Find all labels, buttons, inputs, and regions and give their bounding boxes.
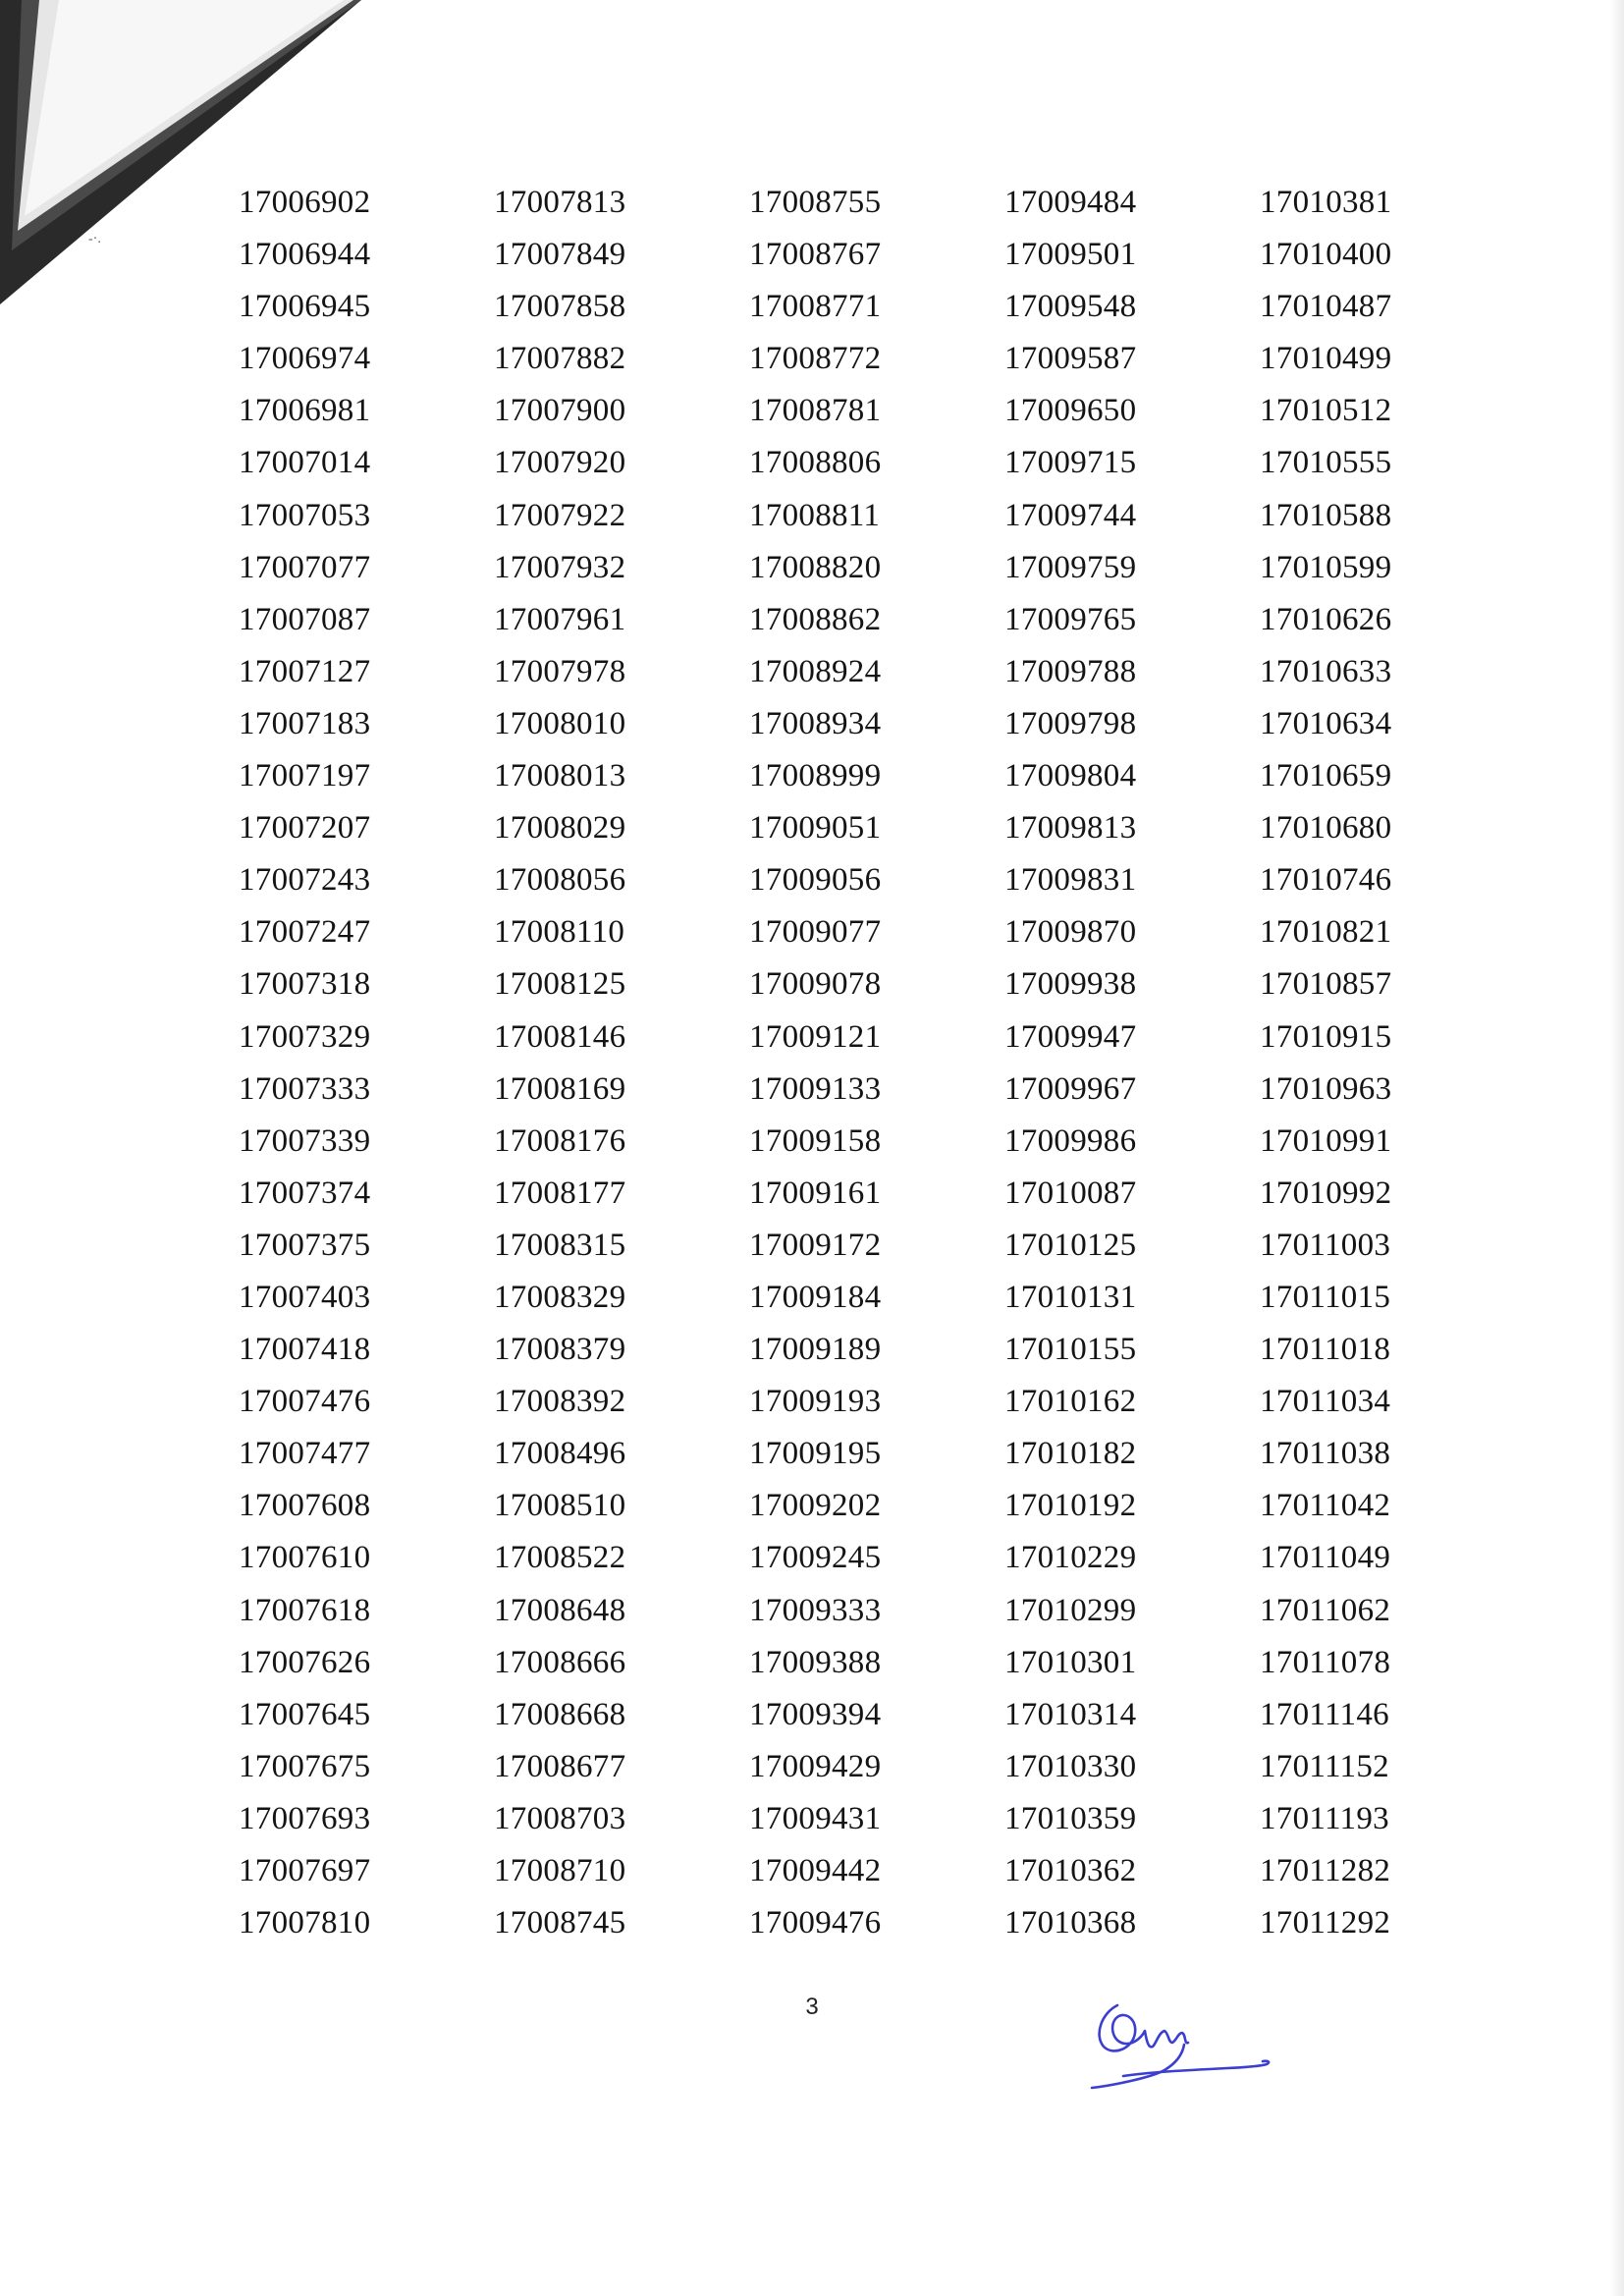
roll-number: 17009650 <box>1004 393 1137 429</box>
roll-number: 17009744 <box>1004 497 1137 533</box>
roll-number: 17010155 <box>1004 1332 1137 1368</box>
roll-number-grid <box>212 177 1459 1949</box>
roll-number: 17008703 <box>494 1800 626 1836</box>
roll-number: 17006944 <box>239 237 371 273</box>
roll-number: 17008811 <box>749 497 881 533</box>
roll-number: 17009078 <box>749 966 882 1003</box>
roll-number: 17009986 <box>1004 1122 1137 1159</box>
roll-number: 17009161 <box>749 1175 882 1211</box>
page-edge-shadow <box>1610 0 1624 2296</box>
roll-number: 17010162 <box>1004 1384 1137 1420</box>
roll-number: 17009051 <box>749 810 882 847</box>
roll-number: 17008666 <box>494 1644 626 1680</box>
roll-number: 17007053 <box>239 497 371 533</box>
roll-number: 17009870 <box>1004 914 1137 951</box>
roll-number: 17007900 <box>494 393 626 429</box>
roll-number: 17010634 <box>1260 705 1392 741</box>
roll-number: 17006981 <box>239 393 371 429</box>
roll-number: 17007207 <box>239 810 371 847</box>
handwritten-signature <box>1080 1984 1276 2092</box>
roll-number: 17009172 <box>749 1227 882 1263</box>
roll-number: 17010229 <box>1004 1540 1137 1576</box>
roll-number: 17009121 <box>749 1018 882 1055</box>
roll-number: 17010359 <box>1004 1800 1137 1836</box>
roll-number: 17007339 <box>239 1122 371 1159</box>
roll-number: 17011049 <box>1260 1540 1391 1576</box>
roll-number: 17010487 <box>1260 289 1392 325</box>
roll-number: 17007697 <box>239 1853 371 1888</box>
roll-number: 17011146 <box>1260 1696 1389 1732</box>
roll-number: 17008029 <box>494 810 626 847</box>
roll-number: 17007403 <box>239 1279 371 1315</box>
roll-number: 17011034 <box>1260 1384 1391 1420</box>
roll-number: 17010626 <box>1260 601 1392 637</box>
roll-number: 17011193 <box>1260 1800 1389 1836</box>
roll-number: 17010182 <box>1004 1436 1137 1472</box>
roll-number: 17007882 <box>494 341 626 377</box>
roll-number: 17008522 <box>494 1540 626 1576</box>
roll-number: 17008710 <box>494 1853 626 1888</box>
roll-number: 17009938 <box>1004 966 1137 1003</box>
roll-number: 17007418 <box>239 1332 371 1368</box>
roll-number: 17008315 <box>494 1227 626 1263</box>
roll-number: 17009804 <box>1004 758 1137 794</box>
roll-number: 17008146 <box>494 1018 626 1055</box>
roll-number: 17011015 <box>1260 1279 1391 1315</box>
roll-number: 17009798 <box>1004 705 1137 741</box>
roll-number: 17009077 <box>749 914 882 951</box>
roll-number: 17007014 <box>239 445 371 481</box>
roll-number: 17010512 <box>1260 393 1392 429</box>
roll-number: 17009158 <box>749 1122 882 1159</box>
roll-number: 17008924 <box>749 653 882 689</box>
roll-number: 17007127 <box>239 653 371 689</box>
roll-number: 17010963 <box>1260 1070 1392 1107</box>
roll-number: 17010599 <box>1260 549 1392 585</box>
roll-number: 17009587 <box>1004 341 1137 377</box>
roll-number: 17010125 <box>1004 1227 1137 1263</box>
roll-number: 17007375 <box>239 1227 371 1263</box>
roll-number: 17011062 <box>1260 1592 1391 1628</box>
roll-number: 17010499 <box>1260 341 1392 377</box>
roll-number: 17006902 <box>239 185 371 220</box>
roll-number: 17009484 <box>1004 185 1137 220</box>
roll-number: 17010680 <box>1260 810 1392 847</box>
roll-number: 17009813 <box>1004 810 1137 847</box>
roll-number: 17008177 <box>494 1175 626 1211</box>
roll-number: 17007922 <box>494 497 626 533</box>
roll-number: 17011152 <box>1260 1748 1389 1784</box>
roll-number: 17008755 <box>749 185 882 220</box>
roll-number: 17008169 <box>494 1070 626 1107</box>
roll-number: 17008862 <box>749 601 882 637</box>
roll-number: 17007810 <box>239 1905 371 1941</box>
roll-number: 17008767 <box>749 237 882 273</box>
roll-number: 17010588 <box>1260 497 1392 533</box>
roll-number: 17010400 <box>1260 237 1392 273</box>
roll-number: 17007374 <box>239 1175 371 1211</box>
roll-number: 17007333 <box>239 1070 371 1107</box>
roll-number: 17011042 <box>1260 1488 1391 1524</box>
roll-number: 17009184 <box>749 1279 882 1315</box>
page-number: 3 <box>805 1994 819 2020</box>
roll-number: 17009831 <box>1004 862 1137 899</box>
roll-number: 17007858 <box>494 289 626 325</box>
roll-number: 17009788 <box>1004 653 1137 689</box>
roll-number: 17008125 <box>494 966 626 1003</box>
roll-number: 17008056 <box>494 862 626 899</box>
roll-number: 17007961 <box>494 601 626 637</box>
roll-number: 17008013 <box>494 758 626 794</box>
roll-number: 17009056 <box>749 862 882 899</box>
roll-number: 17009715 <box>1004 445 1137 481</box>
roll-number: 17010821 <box>1260 914 1392 951</box>
roll-number: 17008999 <box>749 758 882 794</box>
roll-number: 17008781 <box>749 393 882 429</box>
roll-number: 17007932 <box>494 549 626 585</box>
roll-number: 17010991 <box>1260 1122 1392 1159</box>
roll-number: 17010299 <box>1004 1592 1137 1628</box>
roll-number: 17007247 <box>239 914 371 951</box>
roll-number: 17007618 <box>239 1592 371 1628</box>
roll-number: 17007077 <box>239 549 371 585</box>
roll-number: 17008668 <box>494 1696 626 1732</box>
roll-number: 17007675 <box>239 1748 371 1784</box>
roll-number: 17008806 <box>749 445 882 481</box>
roll-number: 17007978 <box>494 653 626 689</box>
roll-number: 17010362 <box>1004 1853 1137 1888</box>
roll-number: 17010131 <box>1004 1279 1137 1315</box>
roll-number: 17011292 <box>1260 1905 1391 1941</box>
roll-number: 17007849 <box>494 237 626 273</box>
roll-number: 17008379 <box>494 1332 626 1368</box>
roll-number-column <box>212 177 438 1949</box>
roll-number: 17011018 <box>1260 1332 1391 1368</box>
roll-number: 17010368 <box>1004 1905 1137 1941</box>
roll-number: 17009429 <box>749 1748 882 1784</box>
roll-number: 17010192 <box>1004 1488 1137 1524</box>
roll-number: 17008771 <box>749 289 882 325</box>
roll-number: 17008496 <box>494 1436 626 1472</box>
roll-number: 17006974 <box>239 341 371 377</box>
roll-number: 17010555 <box>1260 445 1392 481</box>
roll-number: 17009501 <box>1004 237 1137 273</box>
roll-number: 17007329 <box>239 1018 371 1055</box>
roll-number-column <box>1233 177 1459 1949</box>
roll-number: 17008110 <box>494 914 625 951</box>
roll-number: 17007920 <box>494 445 626 481</box>
roll-number-column <box>978 177 1204 1949</box>
roll-number: 17011282 <box>1260 1853 1391 1888</box>
roll-number: 17010857 <box>1260 966 1392 1003</box>
roll-number: 17008677 <box>494 1748 626 1784</box>
roll-number: 17011078 <box>1260 1644 1391 1680</box>
roll-number: 17009967 <box>1004 1070 1137 1107</box>
roll-number: 17009759 <box>1004 549 1137 585</box>
roll-number: 17009388 <box>749 1644 882 1680</box>
roll-number: 17007477 <box>239 1436 371 1472</box>
roll-number: 17007318 <box>239 966 371 1003</box>
roll-number: 17006945 <box>239 289 371 325</box>
roll-number: 17007243 <box>239 862 371 899</box>
roll-number: 17008392 <box>494 1384 626 1420</box>
roll-number: 17007645 <box>239 1696 371 1732</box>
roll-number: 17009133 <box>749 1070 882 1107</box>
roll-number: 17009765 <box>1004 601 1137 637</box>
roll-number: 17010915 <box>1260 1018 1392 1055</box>
roll-number: 17007197 <box>239 758 371 794</box>
roll-number: 17009442 <box>749 1853 882 1888</box>
roll-number: 17008745 <box>494 1905 626 1941</box>
roll-number: 17008820 <box>749 549 882 585</box>
roll-number: 17010659 <box>1260 758 1392 794</box>
roll-number: 17008648 <box>494 1592 626 1628</box>
roll-number: 17009476 <box>749 1905 882 1941</box>
roll-number: 17009189 <box>749 1332 882 1368</box>
roll-number: 17007183 <box>239 705 371 741</box>
roll-number: 17007608 <box>239 1488 371 1524</box>
roll-number: 17007813 <box>494 185 626 220</box>
roll-number: 17009202 <box>749 1488 882 1524</box>
roll-number: 17009333 <box>749 1592 882 1628</box>
roll-number: 17011003 <box>1260 1227 1391 1263</box>
roll-number: 17011038 <box>1260 1436 1391 1472</box>
roll-number: 17010314 <box>1004 1696 1137 1732</box>
roll-number: 17007476 <box>239 1384 371 1420</box>
signature-strokes <box>1092 2005 1269 2088</box>
roll-number: 17009947 <box>1004 1018 1137 1055</box>
roll-number: 17008010 <box>494 705 626 741</box>
roll-number: 17008510 <box>494 1488 626 1524</box>
roll-number: 17008329 <box>494 1279 626 1315</box>
roll-number: 17009245 <box>749 1540 882 1576</box>
roll-number: 17007693 <box>239 1800 371 1836</box>
roll-number: 17010087 <box>1004 1175 1137 1211</box>
roll-number: 17010301 <box>1004 1644 1137 1680</box>
roll-number: 17009195 <box>749 1436 882 1472</box>
roll-number: 17010633 <box>1260 653 1392 689</box>
roll-number: 17007626 <box>239 1644 371 1680</box>
roll-number: 17010992 <box>1260 1175 1392 1211</box>
roll-number: 17008176 <box>494 1122 626 1159</box>
roll-number-column <box>723 177 948 1949</box>
roll-number: 17010381 <box>1260 185 1392 220</box>
roll-number: 17007087 <box>239 601 371 637</box>
roll-number: 17009431 <box>749 1800 882 1836</box>
roll-number: 17010746 <box>1260 862 1392 899</box>
roll-number: 17009394 <box>749 1696 882 1732</box>
roll-number: 17008772 <box>749 341 882 377</box>
roll-number: 17007610 <box>239 1540 371 1576</box>
scan-speck: -·. <box>88 232 101 246</box>
roll-number: 17009548 <box>1004 289 1137 325</box>
roll-number: 17010330 <box>1004 1748 1137 1784</box>
roll-number: 17009193 <box>749 1384 882 1420</box>
roll-number: 17008934 <box>749 705 882 741</box>
roll-number-column <box>467 177 693 1949</box>
